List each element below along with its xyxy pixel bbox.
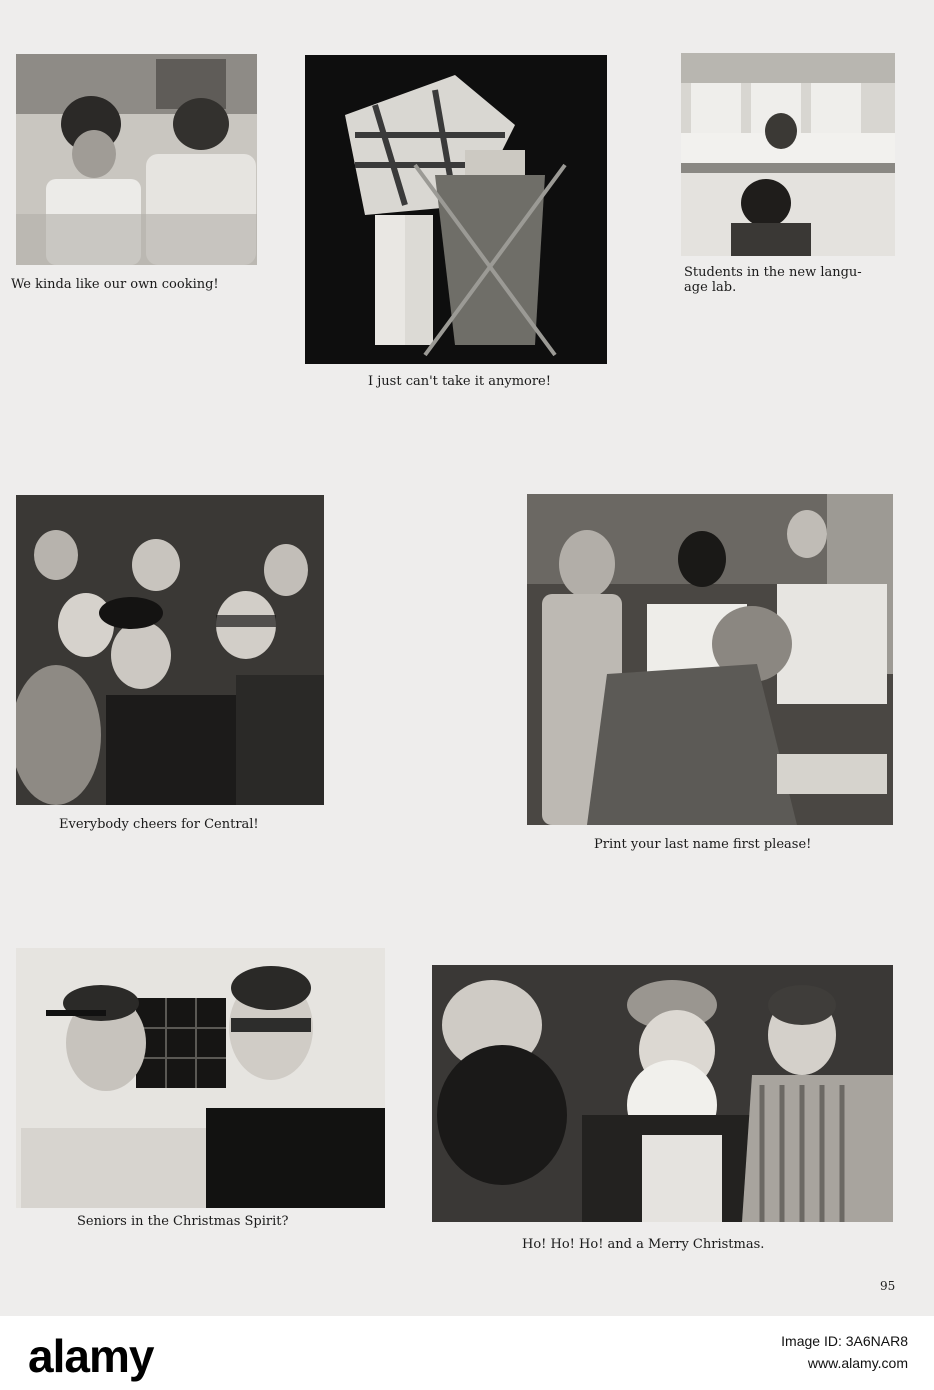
santa-caption: Ho! Ho! Ho! and a Merry Christmas. [522,1237,765,1252]
stock-info [781,1330,908,1374]
cooking-caption: We kinda like our own cooking! [11,277,219,292]
site-url: www.alamy.com [807,1355,908,1371]
cooking-photo [16,54,257,265]
cheering-crowd-caption: Everybody cheers for Central! [59,817,259,832]
laundry-cart-caption: I just can't take it anymore! [368,374,551,389]
language-lab-photo [681,53,895,256]
santa-photo [432,965,893,1222]
language-lab-caption-line-2: age lab. [684,280,737,295]
image-id: Image ID: 3A6NAR8 [781,1333,908,1349]
brand-logo: alamy [28,1330,154,1382]
cheering-crowd-photo [16,495,324,805]
christmas-spirit-caption: Seniors in the Christmas Spirit? [77,1214,289,1229]
page-number: 95 [880,1279,896,1293]
stock-footer [0,1316,934,1390]
language-lab-caption-line-1: Students in the new langu- [684,265,862,280]
christmas-spirit-photo [16,948,385,1208]
laundry-cart-photo [305,55,607,364]
registration-photo [527,494,893,825]
language-lab-caption [684,265,894,295]
registration-caption: Print your last name first please! [594,837,812,852]
